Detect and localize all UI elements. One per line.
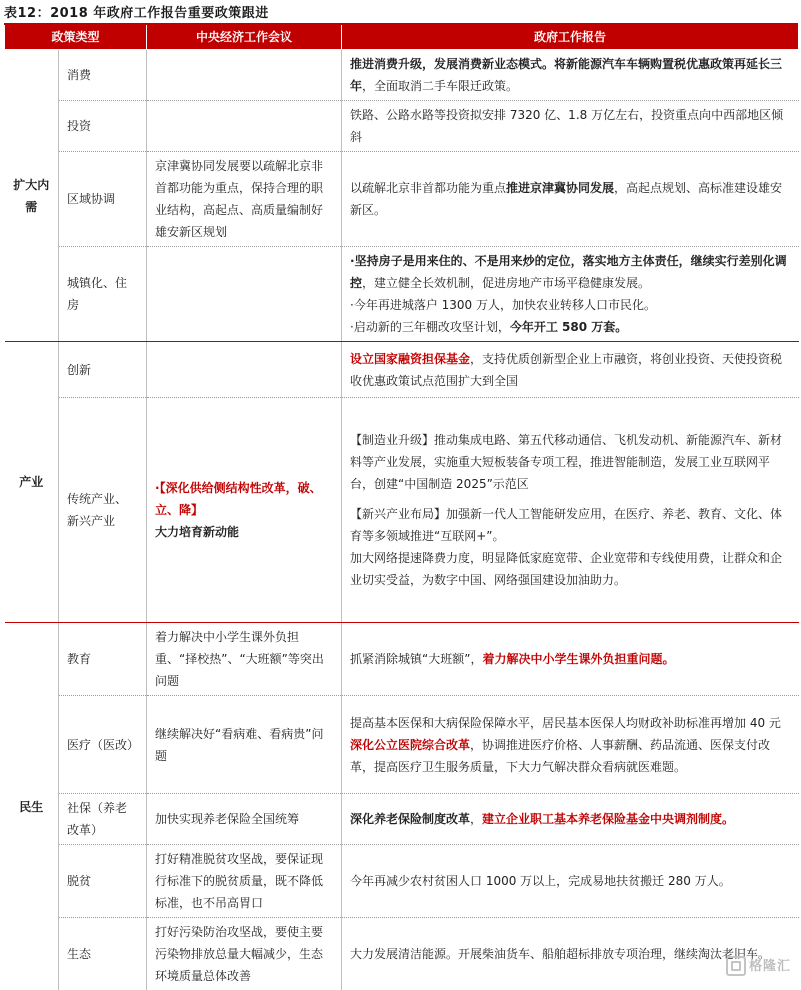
bold-text: 今年开工 580 万套。: [510, 320, 627, 334]
table-row: [5, 918, 799, 990]
gov-paragraph: 【新兴产业布局】加强新一代人工智能研发应用，在医疗、养老、教育、文化、体育等多领域推进“互联网+”。: [350, 503, 791, 547]
table-row: [5, 247, 799, 342]
table-row: [5, 623, 799, 696]
ceg-cell: [147, 398, 342, 623]
gov-cell: [342, 50, 799, 101]
gov-cell: [342, 623, 799, 696]
row-label: 脱贫: [59, 845, 147, 918]
gov-paragraph: [350, 250, 791, 294]
bold-text: 大力培育新动能: [155, 521, 333, 543]
bold-text: 推进消费升级，发展消费新业态模式。将新能源汽车车辆购置税优惠政策再延长三年: [350, 57, 782, 93]
group-livelihood: 民生: [5, 623, 59, 990]
plain-text: 抓紧消除城镇“大班额”，: [350, 652, 482, 666]
plain-text: ，建立健全长效机制，促进房地产市场平稳健康发展。: [362, 276, 650, 290]
group-industry: 产业: [5, 342, 59, 623]
bold-text: 深化养老保险制度改革: [350, 812, 470, 826]
row-label: 消费: [59, 50, 147, 101]
plain-text: 以疏解北京非首都功能为重点: [350, 181, 506, 195]
plain-text: ，全面取消二手车限迁政策。: [362, 79, 518, 93]
red-text: ·【深化供给侧结构性改革，破、立、降】: [155, 477, 333, 521]
table-row: [5, 342, 799, 398]
gov-cell: 大力发展清洁能源。开展柴油货车、船舶超标排放专项治理，继续淘汰老旧车。: [342, 918, 799, 990]
red-text: 着力解决中小学生课外负担重问题。: [482, 652, 674, 666]
ceg-cell: 京津冀协同发展要以疏解北京非首都功能为重点，保持合理的职业结构，高起点、高质量编制好雄安新区规划: [147, 152, 342, 247]
ceg-cell: 继续解决好“看病难、看病贵”问题: [147, 696, 342, 794]
row-label: 医疗（医改）: [59, 696, 147, 794]
watermark-text: 格隆汇: [749, 959, 791, 974]
header-policy-type: 政策类型: [5, 25, 147, 50]
ceg-cell: [147, 247, 342, 342]
gov-cell: [342, 398, 799, 623]
table-row: [5, 845, 799, 918]
plain-text: 提高基本医保和大病保险保障水平，居民基本医保人均财政补助标准再增加 40 元: [350, 716, 781, 730]
row-label: 教育: [59, 623, 147, 696]
table-row: [5, 50, 799, 101]
header-gov-report: 政府工作报告: [342, 25, 799, 50]
watermark: [726, 955, 791, 977]
bold-text: ·坚持房子是用来住的、不是用来炒的定位，落实地方主体责任，继续实行差别化调控: [350, 254, 787, 290]
ceg-cell: 加快实现养老保险全国统筹: [147, 794, 342, 845]
gov-cell: [342, 152, 799, 247]
plain-text: ，协调推进医疗价格、人事薪酬、药品流通、医保支付改革，提高医疗卫生服务质量，下大力气解决群众看病就医难题。: [350, 738, 770, 774]
table-row: [5, 696, 799, 794]
gov-paragraph: [350, 316, 791, 338]
header-row: [5, 25, 799, 50]
ceg-cell: 打好精准脱贫攻坚战，要保证现行标准下的脱贫质量，既不降低标准，也不吊高胃口: [147, 845, 342, 918]
header-ceg: 中央经济工作会议: [147, 25, 342, 50]
gov-cell: [342, 342, 799, 398]
policy-table: [4, 25, 799, 990]
plain-text: ，: [470, 812, 482, 826]
ceg-cell: 打好污染防治攻坚战，要使主要污染物排放总量大幅减少，生态环境质量总体改善: [147, 918, 342, 990]
ceg-cell: 着力解决中小学生课外负担重、“择校热”、“大班额”等突出问题: [147, 623, 342, 696]
table-row: [5, 794, 799, 845]
table-caption: 表12：2018 年政府工作报告重要政策跟进: [4, 2, 269, 21]
gov-cell: [342, 794, 799, 845]
row-label: 区域协调: [59, 152, 147, 247]
ceg-cell: [147, 101, 342, 152]
plain-text: ，支持优质创新型企业上市融资，将创业投资、天使投资税收优惠政策试点范围扩大到全国: [350, 352, 782, 388]
gov-cell: 今年再减少农村贫困人口 1000 万以上，完成易地扶贫搬迁 280 万人。: [342, 845, 799, 918]
table-row: [5, 152, 799, 247]
gov-cell: 铁路、公路水路等投资拟安排 7320 亿、1.8 万亿左右，投资重点向中西部地区倾斜: [342, 101, 799, 152]
row-label: 社保（养老改革）: [59, 794, 147, 845]
red-text: 建立企业职工基本养老保险基金中央调剂制度。: [482, 812, 734, 826]
gov-paragraph: 【制造业升级】推动集成电路、第五代移动通信、飞机发动机、新能源汽车、新材料等产业发展，实施重大短板装备专项工程，推进智能制造，发展工业互联网平台，创建“中国制造 2025”示范区: [350, 429, 791, 495]
row-label: 传统产业、新兴产业: [59, 398, 147, 623]
ceg-cell: [147, 342, 342, 398]
logo-icon: [726, 956, 746, 976]
red-text: 深化公立医院综合改革: [350, 738, 470, 752]
group-demand: 扩大内需: [5, 50, 59, 342]
row-label: 城镇化、住房: [59, 247, 147, 342]
gov-paragraph: ·今年再进城落户 1300 万人，加快农业转移人口市民化。: [350, 294, 791, 316]
plain-text: ·启动新的三年棚改攻坚计划，: [350, 320, 510, 334]
table-row: [5, 101, 799, 152]
ceg-cell: [147, 50, 342, 101]
plain-text: ，高起点规划、高标准建设雄安新区。: [350, 181, 782, 217]
row-label: 生态: [59, 918, 147, 990]
row-label: 投资: [59, 101, 147, 152]
red-text: 设立国家融资担保基金: [350, 352, 470, 366]
gov-paragraph: 加大网络提速降费力度，明显降低家庭宽带、企业宽带和专线使用费，让群众和企业切实受益，为数字中国、网络强国建设加油助力。: [350, 547, 791, 591]
bold-text: 推进京津冀协同发展: [506, 181, 614, 195]
row-label: 创新: [59, 342, 147, 398]
gov-cell: [342, 696, 799, 794]
table-row: [5, 398, 799, 623]
gov-cell: [342, 247, 799, 342]
